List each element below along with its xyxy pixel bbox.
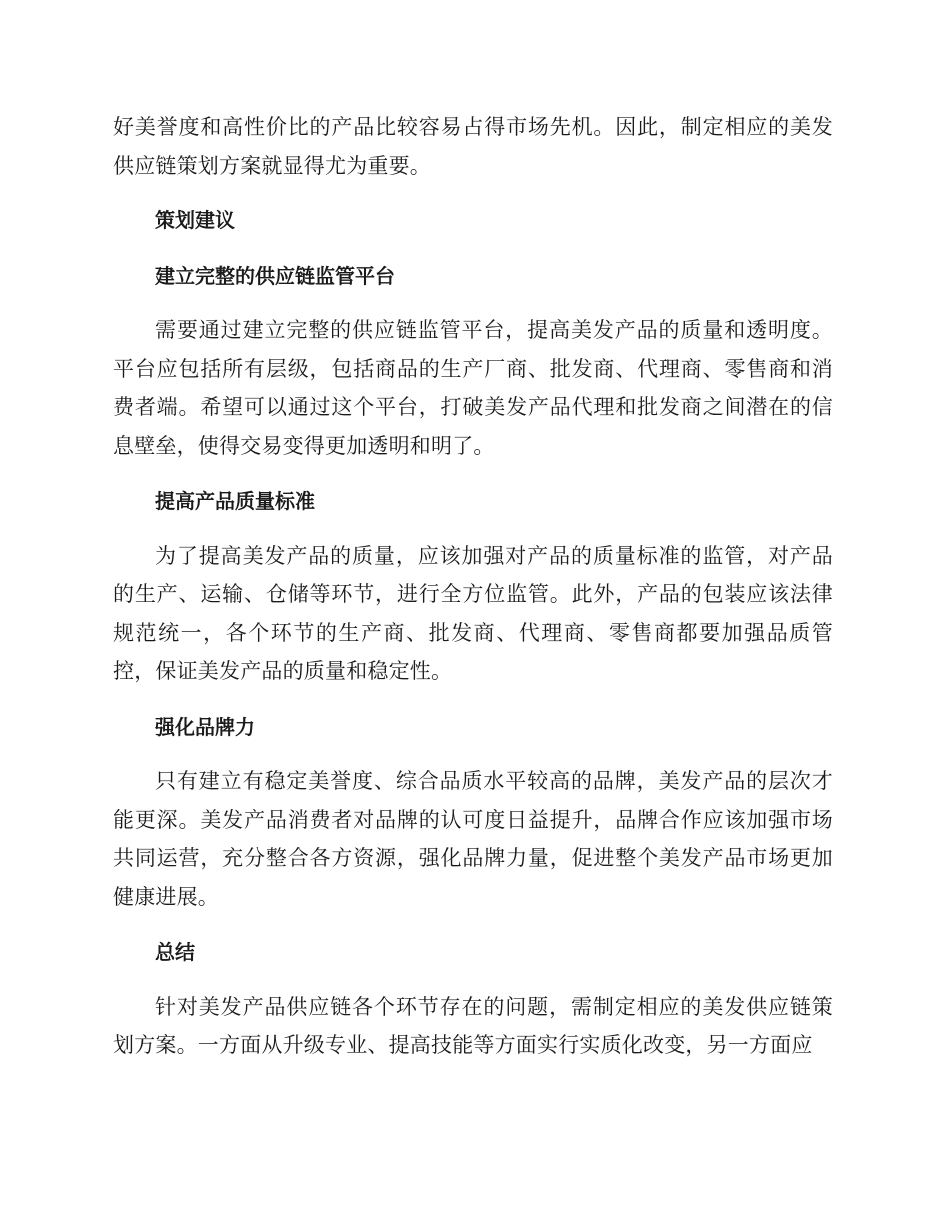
heading-quality-standards: 提高产品质量标准 (155, 489, 315, 513)
paragraph-supply-chain-platform: 需要通过建立完整的供应链监管平台，提高美发产品的质量和透明度。平台应包括所有层级，包括商品的生产厂商、批发商、代理商、零售商和消费者端。希望可以通过这个平台，打破美发产品代理和批发商之间潜在的信息壁垒，使得交易变得更加透明和明了。 (113, 318, 833, 458)
paragraph-brand-strength: 只有建立有稳定美誉度、综合品质水平较高的品牌，美发产品的层次才能更深。美发产品消费者对品牌的认可度日益提升，品牌合作应该加强市场共同运营，充分整合各方资源，强化品牌力量，促进整个美发产品市场更加健康进展。 (113, 769, 833, 909)
paragraph-summary: 针对美发产品供应链各个环节存在的问题，需制定相应的美发供应链策划方案。一方面从升级专业、提高技能等方面实行实质化改变，另一方面应 (113, 994, 833, 1057)
document-body (113, 108, 833, 1065)
heading-planning-suggestions: 策划建议 (155, 208, 235, 232)
heading-brand-strength: 强化品牌力 (155, 714, 255, 739)
paragraph-intro-continued: 好美誉度和高性价比的产品比较容易占得市场先机。因此，制定相应的美发供应链策划方案就显得尤为重要。 (113, 115, 833, 178)
heading-summary: 总结 (155, 940, 195, 964)
heading-supply-chain-platform: 建立完整的供应链监管平台 (155, 263, 395, 288)
paragraph-quality-standards: 为了提高美发产品的质量，应该加强对产品的质量标准的监管，对产品的生产、运输、仓储等环节，进行全方位监管。此外，产品的包装应该法律规范统一，各个环节的生产商、批发商、代理商、零售商都要加强品质管控，保证美发产品的质量和稳定性。 (113, 543, 833, 683)
